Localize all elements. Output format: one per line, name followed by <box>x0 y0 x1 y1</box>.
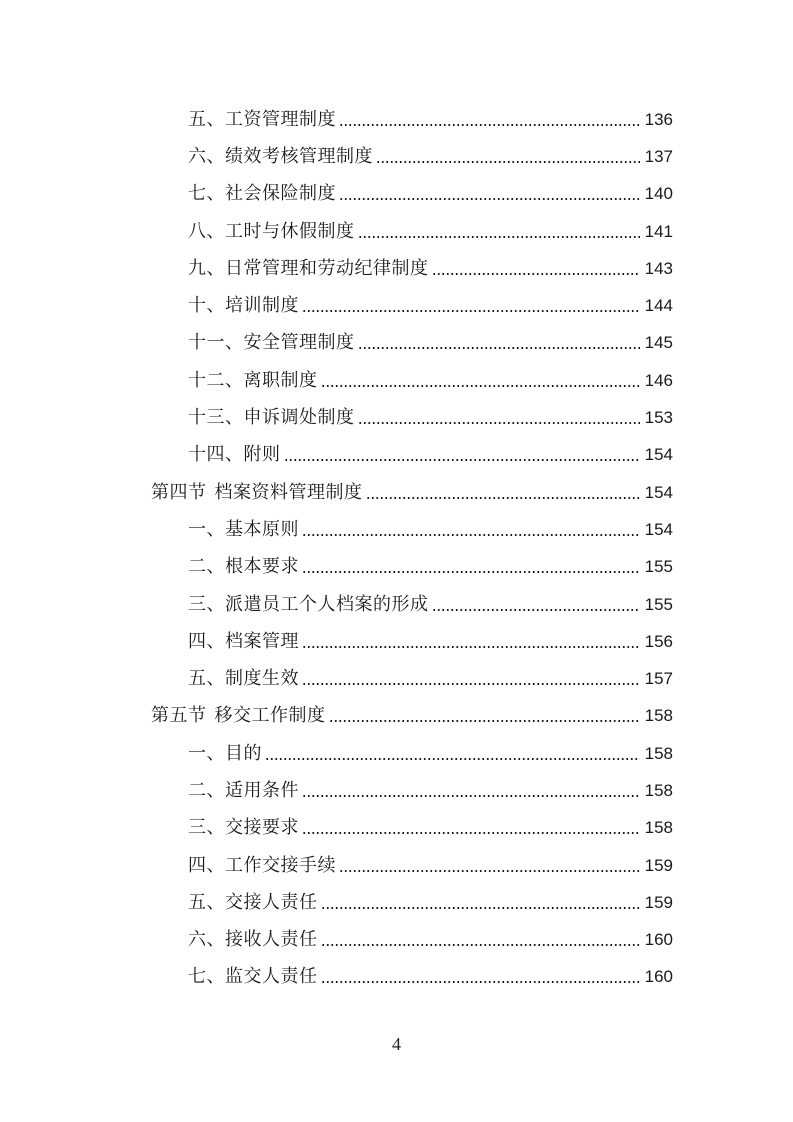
toc-entry[interactable] <box>0 735 793 772</box>
toc-entry[interactable] <box>0 623 793 660</box>
toc-entry-title: 五、交接人责任 <box>188 891 318 913</box>
toc-entry[interactable] <box>0 101 793 138</box>
toc-entry[interactable] <box>0 847 793 884</box>
toc-entry[interactable] <box>0 362 793 399</box>
toc-entry-title: 十三、申诉调处制度 <box>188 407 355 429</box>
toc-entry[interactable] <box>0 884 793 921</box>
toc-dot-leader <box>321 944 641 946</box>
toc-entry-page: 144 <box>644 296 673 316</box>
toc-entry[interactable] <box>0 325 793 362</box>
toc-dot-leader <box>284 459 641 461</box>
toc-entry-title: 一、目的 <box>188 742 262 764</box>
table-of-contents <box>0 101 793 996</box>
toc-entry[interactable] <box>0 287 793 324</box>
toc-dot-leader <box>358 347 641 349</box>
toc-dot-leader <box>339 198 640 200</box>
toc-dot-leader <box>432 609 641 611</box>
toc-entry-page: 156 <box>644 631 673 651</box>
toc-entry-page: 160 <box>644 930 673 950</box>
toc-entry-page: 141 <box>644 221 673 241</box>
toc-entry-page: 154 <box>644 519 673 539</box>
toc-dot-leader <box>432 273 641 275</box>
toc-dot-leader <box>321 981 641 983</box>
toc-entry-page: 155 <box>644 557 673 577</box>
toc-section-number: 第五节 <box>151 705 207 727</box>
toc-dot-leader <box>302 571 640 573</box>
toc-entry-page: 155 <box>644 594 673 614</box>
toc-entry[interactable] <box>0 511 793 548</box>
toc-entry-page: 153 <box>644 408 673 428</box>
toc-dot-leader <box>302 310 640 312</box>
toc-dot-leader <box>302 683 640 685</box>
toc-entry-page: 154 <box>644 445 673 465</box>
toc-entry-page: 159 <box>644 855 673 875</box>
toc-entry[interactable] <box>0 959 793 996</box>
toc-entry[interactable] <box>0 213 793 250</box>
toc-dot-leader <box>339 124 640 126</box>
toc-dot-leader <box>302 646 640 648</box>
toc-entry-title: 九、日常管理和劳动纪律制度 <box>188 257 429 279</box>
toc-entry-page: 158 <box>644 706 673 726</box>
toc-entry[interactable] <box>0 437 793 474</box>
toc-entry-page: 154 <box>644 482 673 502</box>
toc-entry-title: 二、适用条件 <box>188 779 299 801</box>
toc-entry[interactable] <box>0 138 793 175</box>
page-number: 4 <box>392 1034 401 1054</box>
toc-section-title <box>151 481 363 505</box>
toc-entry-page: 143 <box>644 258 673 278</box>
toc-entry-title: 十一、安全管理制度 <box>188 332 355 354</box>
toc-entry-title: 八、工时与休假制度 <box>188 220 355 242</box>
toc-section-label: 移交工作制度 <box>214 705 326 727</box>
toc-section-label: 档案资料管理制度 <box>214 481 363 503</box>
toc-dot-leader <box>321 385 641 387</box>
toc-entry-page: 145 <box>644 333 673 353</box>
toc-entry[interactable] <box>0 922 793 959</box>
toc-entry-title: 十四、附则 <box>188 444 281 466</box>
toc-entry-page: 158 <box>644 743 673 763</box>
toc-dot-leader <box>302 832 640 834</box>
toc-entry-page: 159 <box>644 892 673 912</box>
toc-entry-title: 六、绩效考核管理制度 <box>188 145 373 167</box>
toc-dot-leader <box>358 236 641 238</box>
toc-section-entry[interactable] <box>0 474 793 511</box>
toc-entry[interactable] <box>0 176 793 213</box>
toc-entry-title: 三、派遣员工个人档案的形成 <box>188 593 429 615</box>
toc-entry-title: 一、基本原则 <box>188 518 299 540</box>
toc-entry-title: 五、工资管理制度 <box>188 108 336 130</box>
toc-entry-title: 十、培训制度 <box>188 295 299 317</box>
toc-entry[interactable] <box>0 549 793 586</box>
toc-section-number: 第四节 <box>151 481 207 503</box>
toc-entry[interactable] <box>0 399 793 436</box>
toc-entry-page: 158 <box>644 780 673 800</box>
toc-entry-title: 十二、离职制度 <box>188 369 318 391</box>
toc-dot-leader <box>329 720 641 722</box>
toc-entry-page: 160 <box>644 967 673 987</box>
toc-dot-leader <box>265 758 640 760</box>
toc-entry-title: 七、监交人责任 <box>188 966 318 988</box>
toc-entry[interactable] <box>0 810 793 847</box>
toc-entry-title: 七、社会保险制度 <box>188 183 336 205</box>
toc-entry-page: 137 <box>644 146 673 166</box>
toc-entry[interactable] <box>0 250 793 287</box>
toc-entry-title: 四、工作交接手续 <box>188 854 336 876</box>
toc-entry-page: 158 <box>644 818 673 838</box>
toc-dot-leader <box>321 907 641 909</box>
toc-dot-leader <box>339 870 640 872</box>
toc-dot-leader <box>358 422 641 424</box>
toc-entry[interactable] <box>0 660 793 697</box>
toc-dot-leader <box>302 534 640 536</box>
toc-section-entry[interactable] <box>0 698 793 735</box>
toc-entry-title: 四、档案管理 <box>188 630 299 652</box>
toc-entry-title: 五、制度生效 <box>188 668 299 690</box>
toc-entry-title: 二、根本要求 <box>188 556 299 578</box>
toc-entry-page: 140 <box>644 184 673 204</box>
toc-entry-page: 146 <box>644 370 673 390</box>
toc-entry[interactable] <box>0 772 793 809</box>
toc-entry[interactable] <box>0 586 793 623</box>
toc-entry-page: 136 <box>644 109 673 129</box>
toc-dot-leader <box>302 795 640 797</box>
toc-entry-title: 三、交接要求 <box>188 817 299 839</box>
toc-dot-leader <box>366 497 641 499</box>
toc-section-title <box>151 704 326 728</box>
toc-dot-leader <box>376 161 640 163</box>
toc-entry-page: 157 <box>644 669 673 689</box>
toc-entry-title: 六、接收人责任 <box>188 929 318 951</box>
